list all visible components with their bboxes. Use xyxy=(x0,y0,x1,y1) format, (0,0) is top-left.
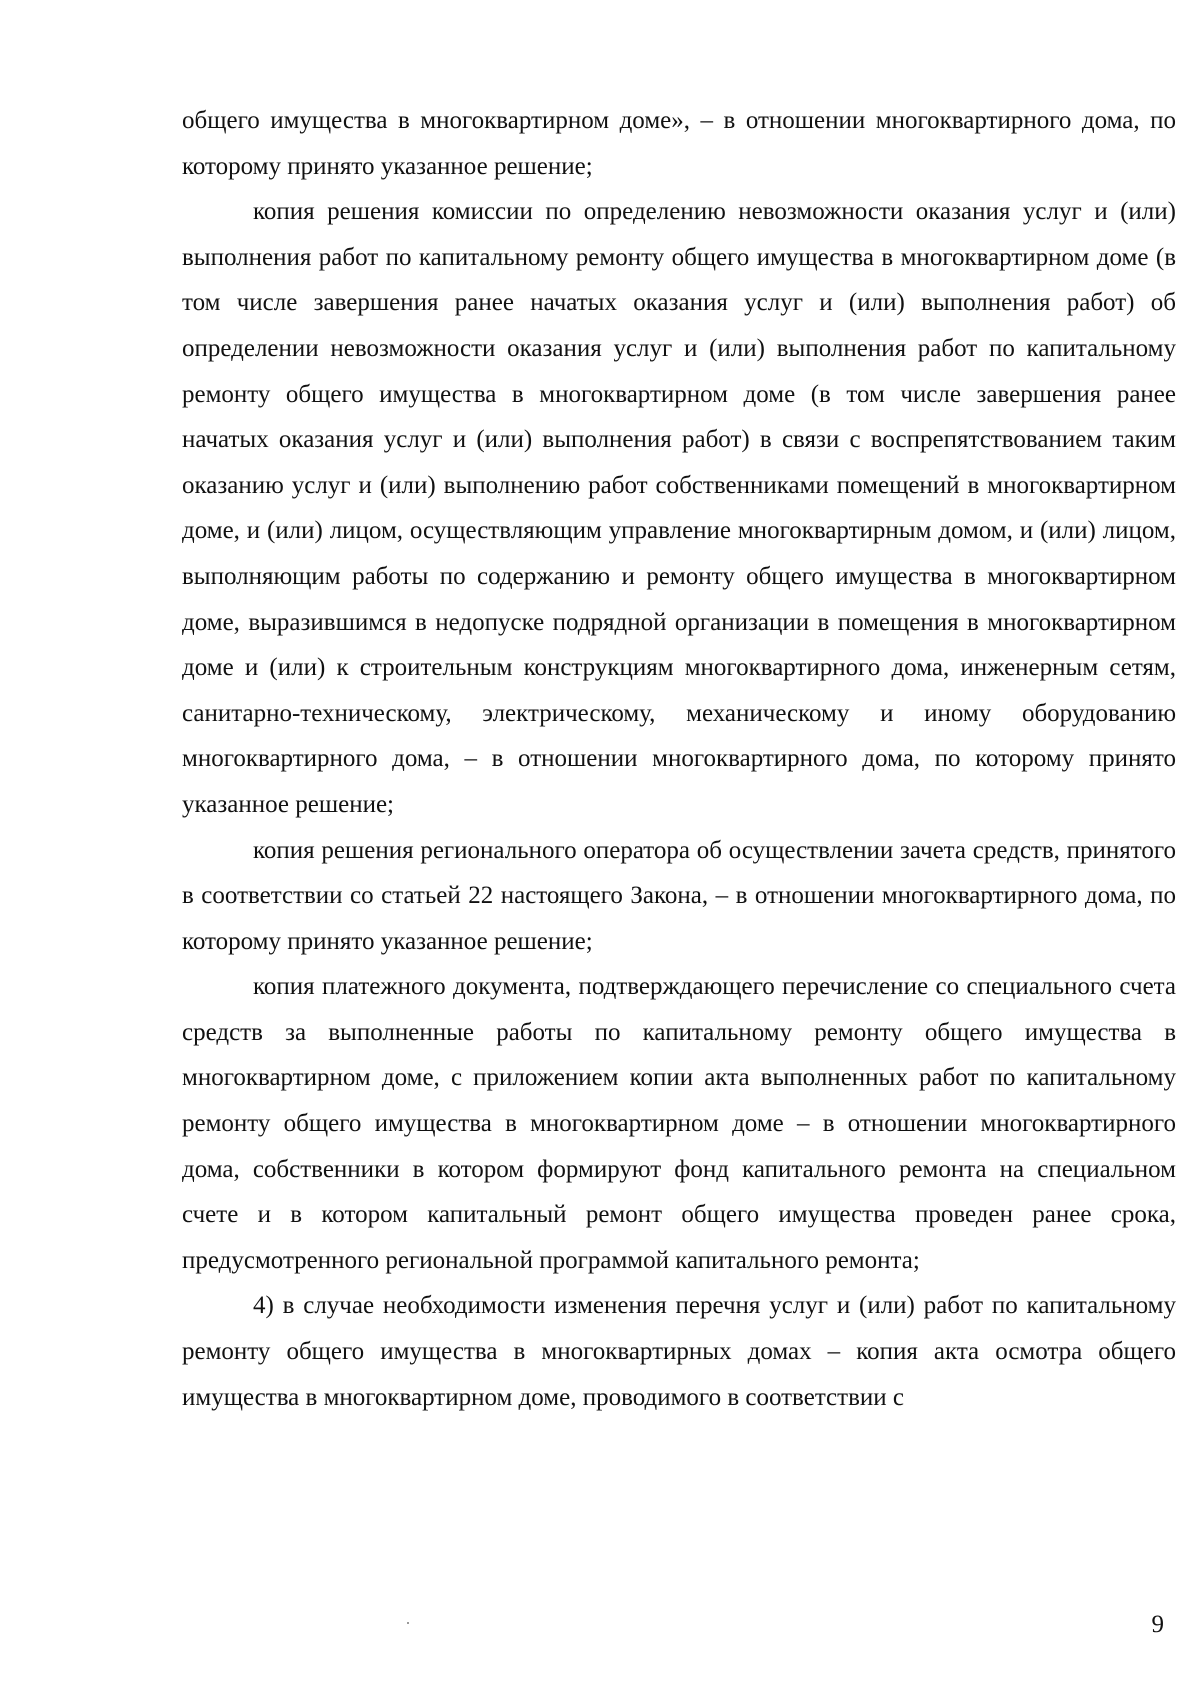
paragraph-payment-document-copy: копия платежного документа, подтверждающего перечисление со специального счета средств за выполненные работы по капитальному ремонту общего имущества в многоквартирном доме, с приложением копии акта выполненных работ по капитальному ремонту общего имущества в многоквартирном доме – в отношении многоквартирного дома, собственники в котором формируют фонд капитального ремонта на специальном счете и в котором капитальный ремонт общего имущества проведен ранее срока, предусмотренного региональной программой капитального ремонта; xyxy=(182,973,1176,1274)
document-body xyxy=(182,98,1176,1420)
page-number: 9 xyxy=(1151,1611,1164,1638)
paragraph-commission-decision-copy: копия решения комиссии по определению невозможности оказания услуг и (или) выполнения работ по капитальному ремонту общего имущества в многоквартирном доме (в том числе завершения ранее начатых оказания услуг и (или) выполнения работ) об определении невозможности оказания услуг и (или) выполнения работ по капитальному ремонту общего имущества в многоквартирном доме (в том числе завершения ранее начатых оказания услуг и (или) выполнения работ) в связи с воспрепятствованием таким оказанию услуг и (или) выполнению работ собственниками помещений в многоквартирном доме, и (или) лицом, осуществляющим управление многоквартирным домом, и (или) лицом, выполняющим работы по содержанию и ремонту общего имущества в многоквартирном доме, выразившимся в недопуске подрядной организации в помещения в многоквартирном доме и (или) к строительным конструкциям многоквартирного дома, инженерным сетям, санитарно-техническому, электрическому, механическому и иному оборудованию многоквартирного дома, – в отношении многоквартирного дома, по которому принято указанное решение; xyxy=(182,198,1176,818)
paragraph-regional-operator-decision-copy: копия решения регионального оператора об осуществлении зачета средств, принятого в соответствии со статьей 22 настоящего Закона, – в отношении многоквартирного дома, по которому принято указанное решение; xyxy=(182,836,1176,955)
paragraph-continued: общего имущества в многоквартирном доме», – в отношении многоквартирного дома, по которому принято указанное решение; xyxy=(182,107,1176,180)
scan-artifact xyxy=(407,1622,409,1624)
paragraph-item-4: 4) в случае необходимости изменения перечня услуг и (или) работ по капитальному ремонту общего имущества в многоквартирных домах – копия акта осмотра общего имущества в многоквартирном доме, проводимого в соответствии с xyxy=(182,1292,1176,1411)
